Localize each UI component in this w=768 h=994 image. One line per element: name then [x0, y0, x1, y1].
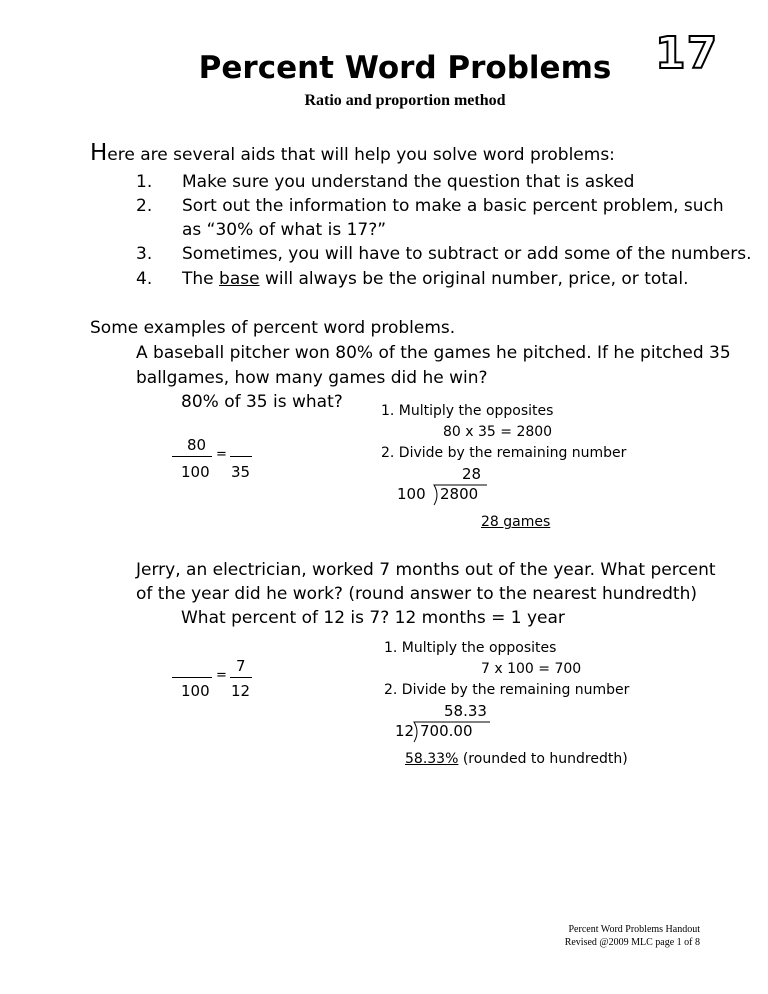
example2-problem-line2: of the year did he work? (round answer to the nearest hundredth): [136, 584, 698, 604]
example2-problem-line1: Jerry, an electrician, worked 7 months out of the year. What percent: [136, 560, 716, 580]
example2-answer: [405, 751, 628, 767]
example1-frac-right-denominator: 35: [231, 463, 251, 481]
example2-step1-calc: 7 x 100 = 700: [481, 661, 582, 677]
aid-3-number: 3.: [136, 244, 153, 264]
example1-step1-calc: 80 x 35 = 2800: [443, 424, 553, 440]
example2-divisor: 12: [395, 722, 415, 740]
example2-step2: 2. Divide by the remaining number: [384, 682, 630, 698]
example2-equals-sign: =: [216, 668, 227, 683]
example1-frac-left-denominator: 100: [181, 463, 210, 481]
example2-quotient: 58.33: [444, 702, 487, 720]
example2-frac-left-bar: [172, 677, 212, 678]
example2-frac-right-numerator: 7: [236, 657, 246, 675]
aid-1-text: Make sure you understand the question that is asked: [182, 172, 635, 192]
example2-question: What percent of 12 is 7? 12 months = 1 year: [181, 608, 565, 628]
page-subtitle: Ratio and proportion method: [304, 92, 506, 109]
example2-answer-note: (rounded to hundredth): [458, 751, 628, 767]
footer-line2: Revised @2009 MLC page 1 of 8: [564, 937, 700, 948]
example2-dividend: 700.00: [420, 722, 473, 740]
aid-3-text: Sometimes, you will have to subtract or add some of the numbers.: [182, 244, 752, 264]
example2-frac-right-bar: [230, 677, 252, 678]
example1-equals-sign: =: [216, 447, 227, 462]
aid-4-text: The base will always be the original number, price, or total.: [182, 269, 689, 289]
examples-heading: Some examples of percent word problems.: [90, 318, 456, 338]
intro-line: [90, 140, 615, 166]
example1-quotient: 28: [462, 465, 482, 483]
example2-step1: 1. Multiply the opposites: [384, 640, 557, 656]
example1-frac-right-bar: [230, 456, 252, 457]
base-term: base: [219, 269, 260, 289]
example2-frac-right-denominator: 12: [231, 682, 251, 700]
example1-dividend: 2800: [440, 485, 479, 503]
example1-step2: 2. Divide by the remaining number: [381, 445, 627, 461]
intro-text: ere are several aids that will help you solve word problems:: [107, 145, 615, 165]
example1-problem-line2: ballgames, how many games did he win?: [136, 368, 488, 388]
aid-2-number: 2.: [136, 196, 153, 216]
aid-2-text: Sort out the information to make a basic percent problem, such: [182, 196, 724, 216]
page-number-badge: 17: [655, 28, 719, 79]
example2-answer-value: 58.33%: [405, 751, 459, 767]
footer-line1: Percent Word Problems Handout: [568, 924, 700, 935]
aid-2-text-cont: as “30% of what is 17?”: [182, 220, 387, 240]
example1-divisor: 100: [397, 485, 426, 503]
example1-question: 80% of 35 is what?: [181, 392, 343, 412]
aid-4-number: 4.: [136, 269, 153, 289]
example1-problem-line1: A baseball pitcher won 80% of the games he pitched. If he pitched 35: [136, 343, 731, 363]
page-title: Percent Word Problems: [198, 50, 612, 86]
aid-1-number: 1.: [136, 172, 153, 192]
example1-answer: 28 games: [481, 514, 551, 530]
example1-frac-left-bar: [172, 456, 212, 457]
example1-step1: 1. Multiply the opposites: [381, 403, 554, 419]
example2-frac-left-denominator: 100: [181, 682, 210, 700]
example1-frac-left-numerator: 80: [187, 436, 207, 454]
intro-initial: H: [90, 140, 108, 166]
